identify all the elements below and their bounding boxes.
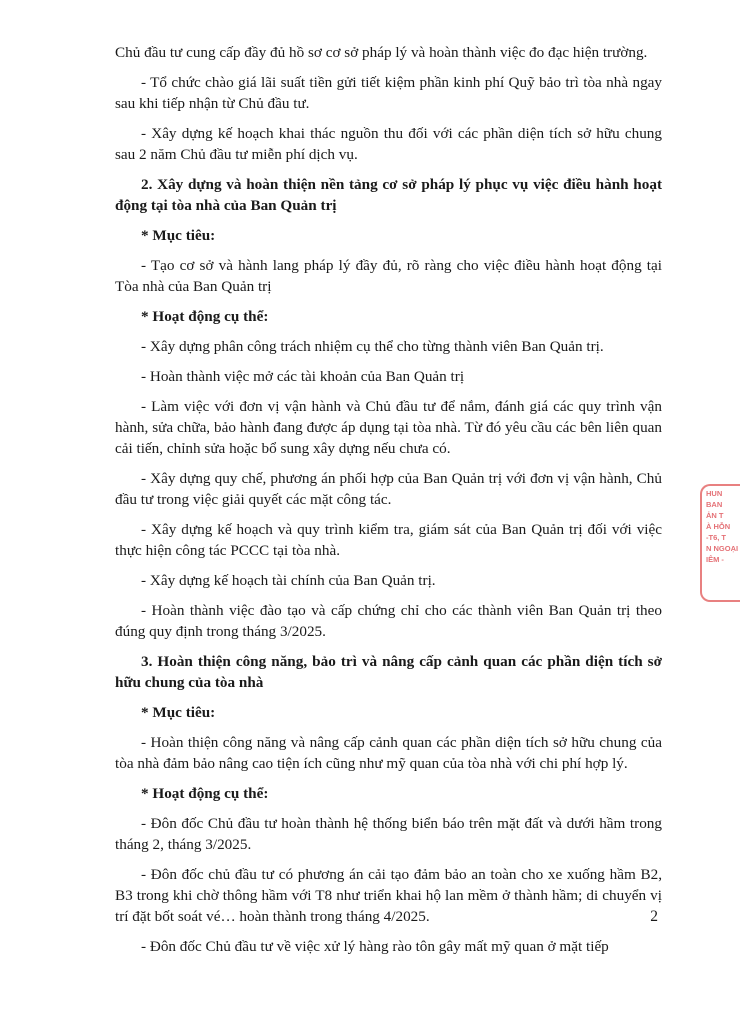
paragraph: Chủ đầu tư cung cấp đầy đủ hồ sơ cơ sở pháp lý và hoàn thành việc đo đạc hiện trường.	[115, 44, 648, 61]
subsection-label: * Hoạt động cụ thể:	[141, 308, 269, 325]
paragraph: - Đôn đốc chủ đầu tư có phương án cải tạo đảm bảo an toàn cho xe xuống hầm B2, B3 trong khi chờ thông hầm với T8 như triển khai hộ lan mềm ở thành hầm; di chuyển vị trí đặt bốt soát vé… hoàn thành trong tháng 4/2025.	[115, 866, 662, 925]
paragraph: - Làm việc với đơn vị vận hành và Chủ đầu tư để nắm, đánh giá các quy trình vận hành, sửa chữa, bảo hành đang được áp dụng tại tòa nhà. Từ đó yêu cầu các bên liên quan cải tiến, chỉnh sửa hoặc bổ sung xây dựng nếu chưa có.	[115, 398, 662, 457]
paragraph: - Tổ chức chào giá lãi suất tiền gửi tiết kiệm phần kinh phí Quỹ bảo trì tòa nhà ngay sau khi tiếp nhận từ Chủ đầu tư.	[115, 74, 662, 112]
stamp-text-line: IÊM -	[706, 555, 724, 564]
paragraph: - Đôn đốc Chủ đầu tư hoàn thành hệ thống biển báo trên mặt đất và dưới hầm trong tháng 2, tháng 3/2025.	[115, 815, 662, 853]
paragraph: - Tạo cơ sở và hành lang pháp lý đầy đủ, rõ ràng cho việc điều hành hoạt động tại Tòa nhà của Ban Quản trị	[115, 257, 662, 295]
stamp-text-line: -T6, T	[706, 533, 726, 542]
subsection-label: * Mục tiêu:	[141, 227, 216, 244]
subsection-label: * Mục tiêu:	[141, 704, 216, 721]
stamp-text-line: N NGOẠI	[706, 544, 739, 553]
stamp-text-line: HUN	[706, 489, 723, 498]
paragraph: - Hoàn thành việc đào tạo và cấp chứng chỉ cho các thành viên Ban Quản trị theo đúng quy định trong tháng 3/2025.	[115, 602, 662, 640]
paragraph: - Xây dựng kế hoạch và quy trình kiểm tra, giám sát của Ban Quản trị đối với việc thực hiện công tác PCCC tại tòa nhà.	[115, 521, 662, 559]
paragraph: - Hoàn thành việc mở các tài khoản của Ban Quản trị	[141, 368, 465, 385]
paragraph: - Xây dựng kế hoạch tài chính của Ban Quản trị.	[141, 572, 436, 589]
subsection-label: * Hoạt động cụ thể:	[141, 785, 269, 802]
page-number: 2	[650, 908, 658, 925]
stamp-text-line: BAN	[706, 500, 723, 509]
red-seal-stamp	[700, 484, 740, 602]
section-heading: 2. Xây dựng và hoàn thiện nền tảng cơ sở pháp lý phục vụ việc điều hành hoạt động tại tòa nhà của Ban Quản trị	[115, 176, 662, 214]
paragraph: - Hoàn thiện công năng và nâng cấp cảnh quan các phần diện tích sở hữu chung của tòa nhà đảm bảo nâng cao tiện ích cũng như mỹ quan của tòa nhà với chi phí hợp lý.	[115, 734, 662, 772]
stamp-text-line: ẢN T	[706, 511, 724, 520]
stamp-text-line: À HỖN	[706, 522, 731, 531]
paragraph: - Đôn đốc Chủ đầu tư về việc xử lý hàng rào tôn gây mất mỹ quan ở mặt tiếp	[141, 938, 609, 955]
document-body	[115, 42, 662, 966]
paragraph: - Xây dựng quy chế, phương án phối hợp của Ban Quản trị với đơn vị vận hành, Chủ đầu tư trong việc giải quyết các mặt công tác.	[115, 470, 662, 508]
paragraph: - Xây dựng kế hoạch khai thác nguồn thu đối với các phần diện tích sở hữu chung sau 2 năm Chủ đầu tư miễn phí dịch vụ.	[115, 125, 662, 163]
section-heading: 3. Hoàn thiện công năng, bảo trì và nâng cấp cảnh quan các phần diện tích sở hữu chung của tòa nhà	[115, 653, 662, 691]
paragraph: - Xây dựng phân công trách nhiệm cụ thể cho từng thành viên Ban Quản trị.	[141, 338, 604, 355]
